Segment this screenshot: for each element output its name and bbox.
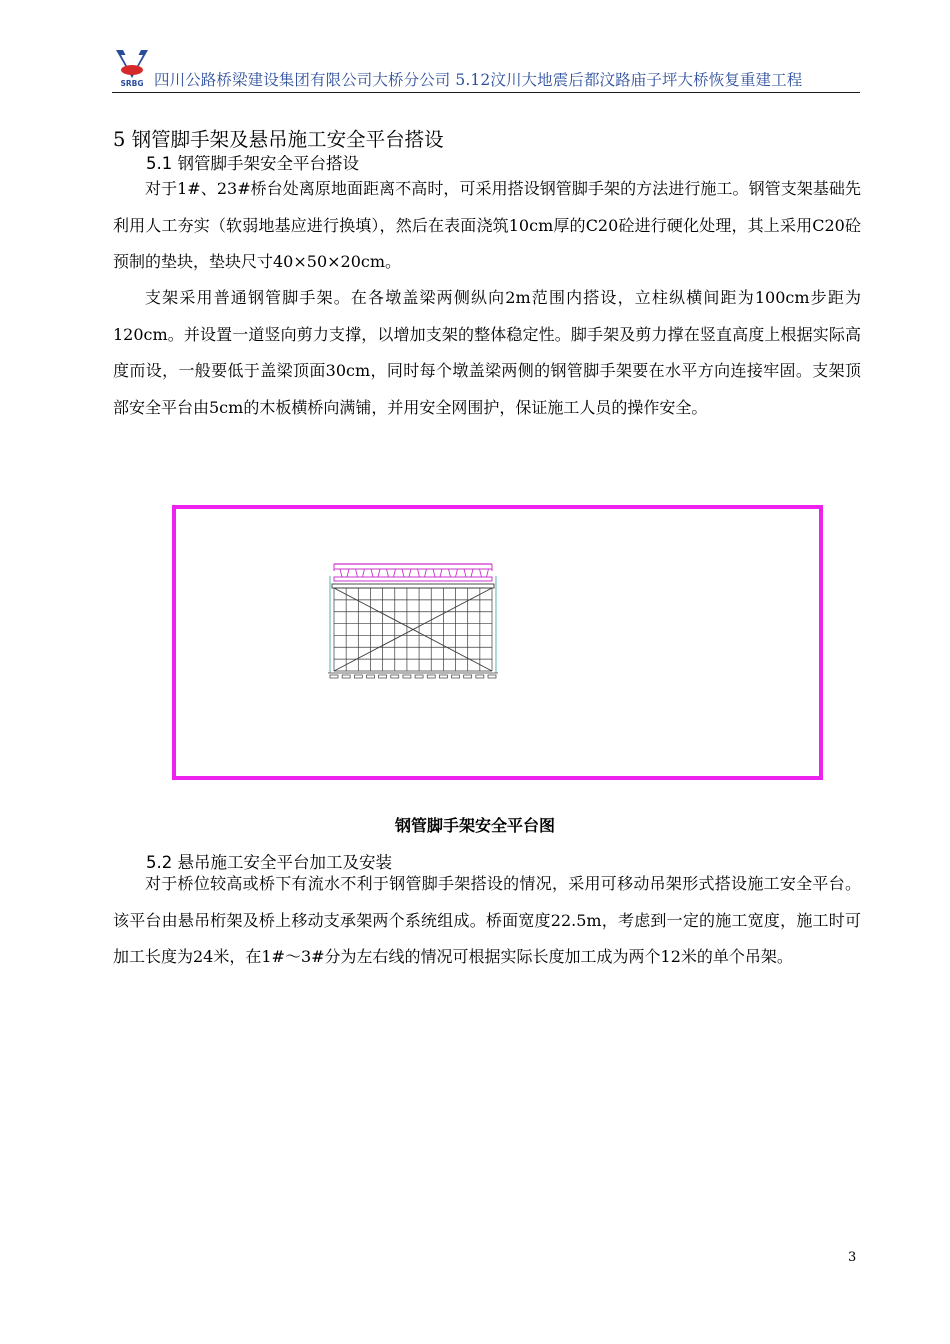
base-pad: [391, 675, 399, 678]
base-pad: [415, 675, 423, 678]
girder: [356, 569, 365, 577]
figure-caption: 钢管脚手架安全平台图: [394, 816, 555, 835]
base-pad: [354, 675, 362, 678]
base-pad: [403, 675, 411, 678]
girder: [340, 569, 349, 577]
page-header: [112, 42, 860, 93]
company-logo: [112, 42, 152, 88]
girder: [480, 569, 489, 577]
base-pad: [342, 675, 350, 678]
pier-cap: [334, 577, 492, 581]
girder: [433, 569, 442, 577]
section-5-1-paragraph-2: 支架采用普通钢管脚手架。在各墩盖梁两侧纵向2m范围内搭设，立柱纵横间距为100cm步距为120cm。并设置一道竖向剪力支撑，以增加支架的整体稳定性。脚手架及剪力撑在竖直高度上根据实际高度而设，一般要低于盖梁顶面30cm，同时每个墩盖梁两侧的钢管脚手架要在水平方向连接牢固。支架顶部安全平台由5cm的木板横桥向满铺，并用安全网围护，保证施工人员的操作安全。: [113, 288, 861, 417]
section-5-1-paragraph-1: 对于1#、23#桥台处离原地面距离不高时，可采用搭设钢管脚手架的方法进行施工。钢管支架基础先利用人工夯实（软弱地基应进行换填），然后在表面浇筑10cm厚的C20砼进行硬化处理，其上采用C20砼预制的垫块，垫块尺寸40×50×20cm。: [113, 179, 861, 271]
svg-text:SRBG: SRBG: [120, 79, 144, 88]
girder: [402, 569, 411, 577]
scaffold-platform-drawing: [176, 509, 819, 776]
section-5-2-title: 5.2 悬吊施工安全平台加工及安装: [146, 853, 392, 872]
figure-frame: [172, 505, 823, 780]
base-pad: [366, 675, 374, 678]
page-number: 3: [848, 1250, 857, 1265]
base-pad: [379, 675, 387, 678]
platform-boards: [332, 584, 494, 588]
base-pad: [488, 675, 496, 678]
girder: [418, 569, 427, 577]
girder: [449, 569, 458, 577]
base-pad: [464, 675, 472, 678]
section-5-1-title: 5.1 钢管脚手架安全平台搭设: [146, 154, 359, 173]
base-pad: [439, 675, 447, 678]
base-pad: [452, 675, 460, 678]
girder: [371, 569, 380, 577]
base-pad: [427, 675, 435, 678]
girder: [387, 569, 396, 577]
section-5-title: 5 钢管脚手架及悬吊施工安全平台搭设: [113, 128, 444, 151]
base-pad: [476, 675, 484, 678]
section-5-2-paragraph-1: 对于桥位较高或桥下有流水不利于钢管脚手架搭设的情况，采用可移动吊架形式搭设施工安全平台。该平台由悬吊桁架及桥上移动支承架两个系统组成。桥面宽度22.5m，考虑到一定的施工宽度，施工时可加工长度为24米，在1#～3#分为左右线的情况可根据实际长度加工成为两个12米的单个吊架。: [113, 874, 861, 966]
header-title: 四川公路桥梁建设集团有限公司大桥分公司 5.12汶川大地震后都汶路庙子坪大桥恢复重建工程: [154, 71, 803, 89]
girder: [464, 569, 473, 577]
base-pad: [330, 675, 338, 678]
